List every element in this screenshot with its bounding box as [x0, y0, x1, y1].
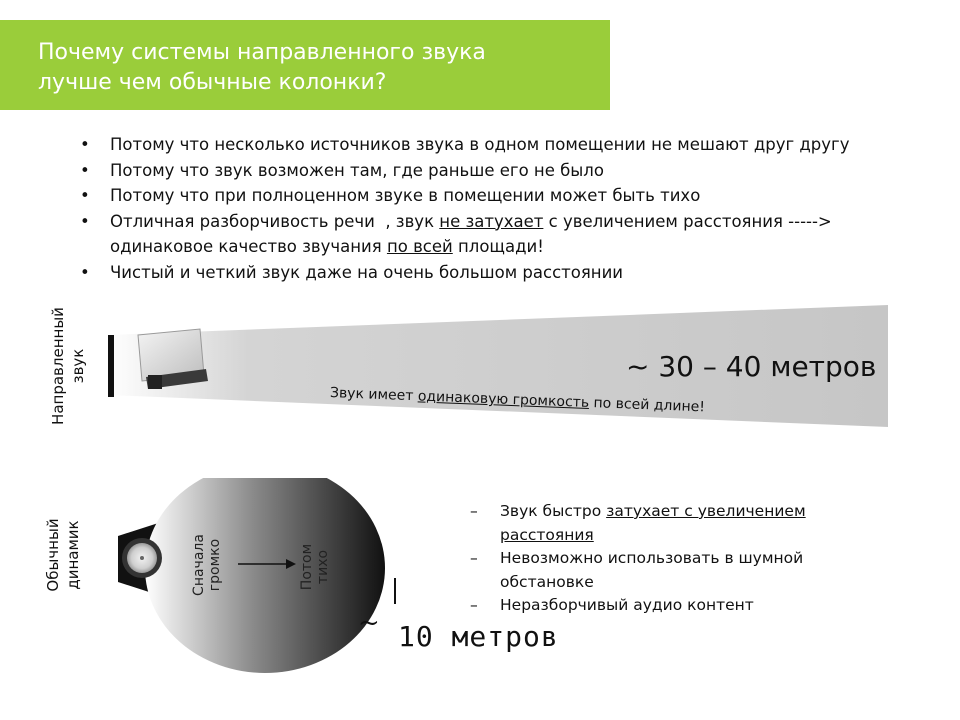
list-item	[470, 547, 850, 594]
advantages-list	[78, 132, 953, 285]
regular-label	[43, 500, 83, 610]
quiet-label-line2: тихо	[315, 549, 331, 585]
regular-distance: 10 метров	[398, 620, 559, 653]
list-item	[78, 209, 953, 260]
directional-distance: ~ 30 – 40 метров	[626, 350, 877, 383]
quiet-label-line1: Потом	[299, 543, 315, 591]
distance-tick	[394, 578, 396, 604]
distance-tilde: ~	[358, 608, 380, 638]
note-text: Звук имеет	[329, 385, 419, 405]
list-item	[78, 158, 953, 184]
regular-label-line1: Обычный	[44, 518, 62, 592]
directional-label	[48, 306, 88, 426]
emitter-bar	[108, 335, 114, 397]
regular-speaker-diagram	[100, 478, 420, 678]
loud-label-line1: Сначала	[191, 534, 207, 596]
directional-label-line2: звук	[69, 348, 87, 384]
bullet-text: Отличная разборчивость речи , звук	[110, 211, 440, 231]
directional-label-line1: Направленный	[49, 307, 67, 425]
slide-title-line2: лучше чем обычные колонки?	[38, 70, 387, 95]
bullet-text: Потому что звук возможен там, где раньше его не было	[110, 160, 604, 180]
bullet-text: с увеличением расстояния ----->	[543, 211, 837, 231]
list-item	[470, 500, 850, 547]
underlined-text: не затухает	[439, 211, 544, 231]
bullet-text: площади!	[452, 237, 544, 256]
list-item	[78, 183, 953, 209]
slide-title-line1: Почему системы направленного звука	[38, 40, 486, 65]
speaker-panel-icon	[138, 329, 208, 389]
bullet-text: Чистый и четкий звук даже на очень большом расстоянии	[110, 262, 624, 282]
list-item	[78, 260, 953, 286]
loud-label	[191, 525, 225, 605]
drawbacks-list	[470, 500, 850, 618]
bullet-text: Потому что при полноценном звуке в помещении может быть тихо	[110, 186, 701, 205]
note-text: по всей длине!	[588, 394, 706, 416]
loud-label-line2: громко	[207, 538, 223, 592]
title-banner	[0, 20, 610, 110]
underlined-text: затухает с увеличением расстояния	[500, 502, 806, 544]
drawback-text: Невозможно использовать в шумной обстановке	[500, 549, 804, 591]
underlined-text: по всей	[386, 237, 453, 256]
drawback-text: Звук быстро	[500, 502, 607, 520]
list-item	[78, 132, 953, 158]
bullet-text: одинаковое качество звучания	[110, 237, 387, 256]
underlined-text: одинаковую громкость	[417, 388, 590, 411]
slide-title	[38, 38, 486, 98]
quiet-label	[299, 532, 333, 602]
sound-sphere	[145, 478, 385, 673]
bullet-text: Потому что несколько источников звука в одном помещении не мешают друг другу	[110, 135, 850, 154]
list-item	[470, 594, 850, 618]
regular-label-line2: динамик	[64, 520, 82, 590]
drawback-text: Неразборчивый аудио контент	[500, 596, 754, 614]
